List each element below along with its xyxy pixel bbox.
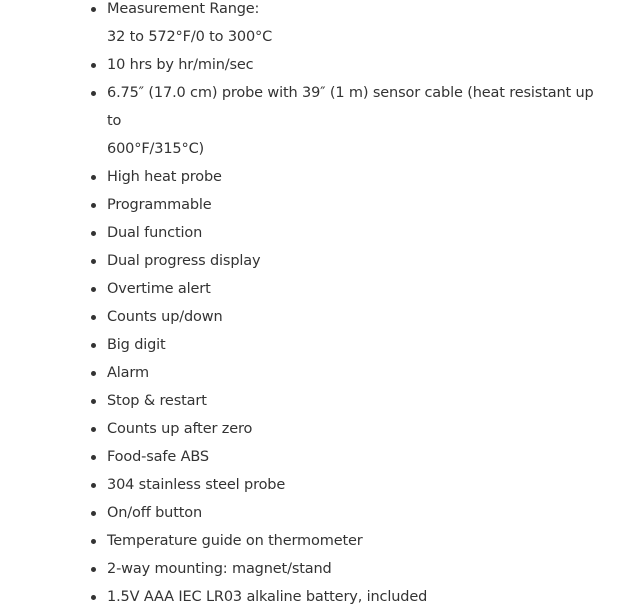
list-item-text: Dual progress display <box>107 253 261 269</box>
list-item-alarm <box>107 359 607 387</box>
list-item-text: Big digit <box>107 337 166 353</box>
list-item-dual-progress-display <box>107 247 607 275</box>
list-item-text: 1.5V AAA IEC LR03 alkaline battery, included <box>107 589 428 605</box>
list-item-text: 304 stainless steel probe <box>107 477 286 493</box>
list-item-text: Food-safe ABS <box>107 449 209 465</box>
list-item-overtime-alert <box>107 275 607 303</box>
list-item-measurement-range <box>107 0 607 51</box>
list-item-text: Counts up/down <box>107 309 223 325</box>
list-item-text: Overtime alert <box>107 281 211 297</box>
list-item-text-continued: 600°F/315°C) <box>107 141 205 157</box>
list-item-text-continued: 32 to 572°F/0 to 300°C <box>107 29 273 45</box>
list-item-stop-restart <box>107 387 607 415</box>
list-item-counts-up-down <box>107 303 607 331</box>
list-item-text: Temperature guide on thermometer <box>107 533 363 549</box>
list-item-food-safe-abs <box>107 443 607 471</box>
list-item-battery <box>107 583 607 611</box>
list-item-text: 10 hrs by hr/min/sec <box>107 57 254 73</box>
list-item-dual-function <box>107 219 607 247</box>
list-item-on-off-button <box>107 499 607 527</box>
list-item-timer-duration <box>107 51 607 79</box>
list-item-text: On/off button <box>107 505 203 521</box>
list-item-text: Measurement Range: <box>107 1 260 17</box>
list-item-text: Programmable <box>107 197 212 213</box>
list-item-text: Dual function <box>107 225 203 241</box>
list-item-counts-up-after-zero <box>107 415 607 443</box>
list-item-text: Counts up after zero <box>107 421 253 437</box>
list-item-text: 6.75″ (17.0 cm) probe with 39″ (1 m) sensor cable (heat resistant up to <box>107 85 594 129</box>
list-item-high-heat-probe <box>107 163 607 191</box>
list-item-mounting <box>107 555 607 583</box>
list-item-probe-cable <box>107 79 607 163</box>
list-item-big-digit <box>107 331 607 359</box>
list-item-programmable <box>107 191 607 219</box>
features-list <box>107 0 607 611</box>
list-item-stainless-probe <box>107 471 607 499</box>
list-item-text: Stop & restart <box>107 393 207 409</box>
list-item-temperature-guide <box>107 527 607 555</box>
list-item-text: 2-way mounting: magnet/stand <box>107 561 332 577</box>
list-item-text: Alarm <box>107 365 149 381</box>
list-item-text: High heat probe <box>107 169 222 185</box>
